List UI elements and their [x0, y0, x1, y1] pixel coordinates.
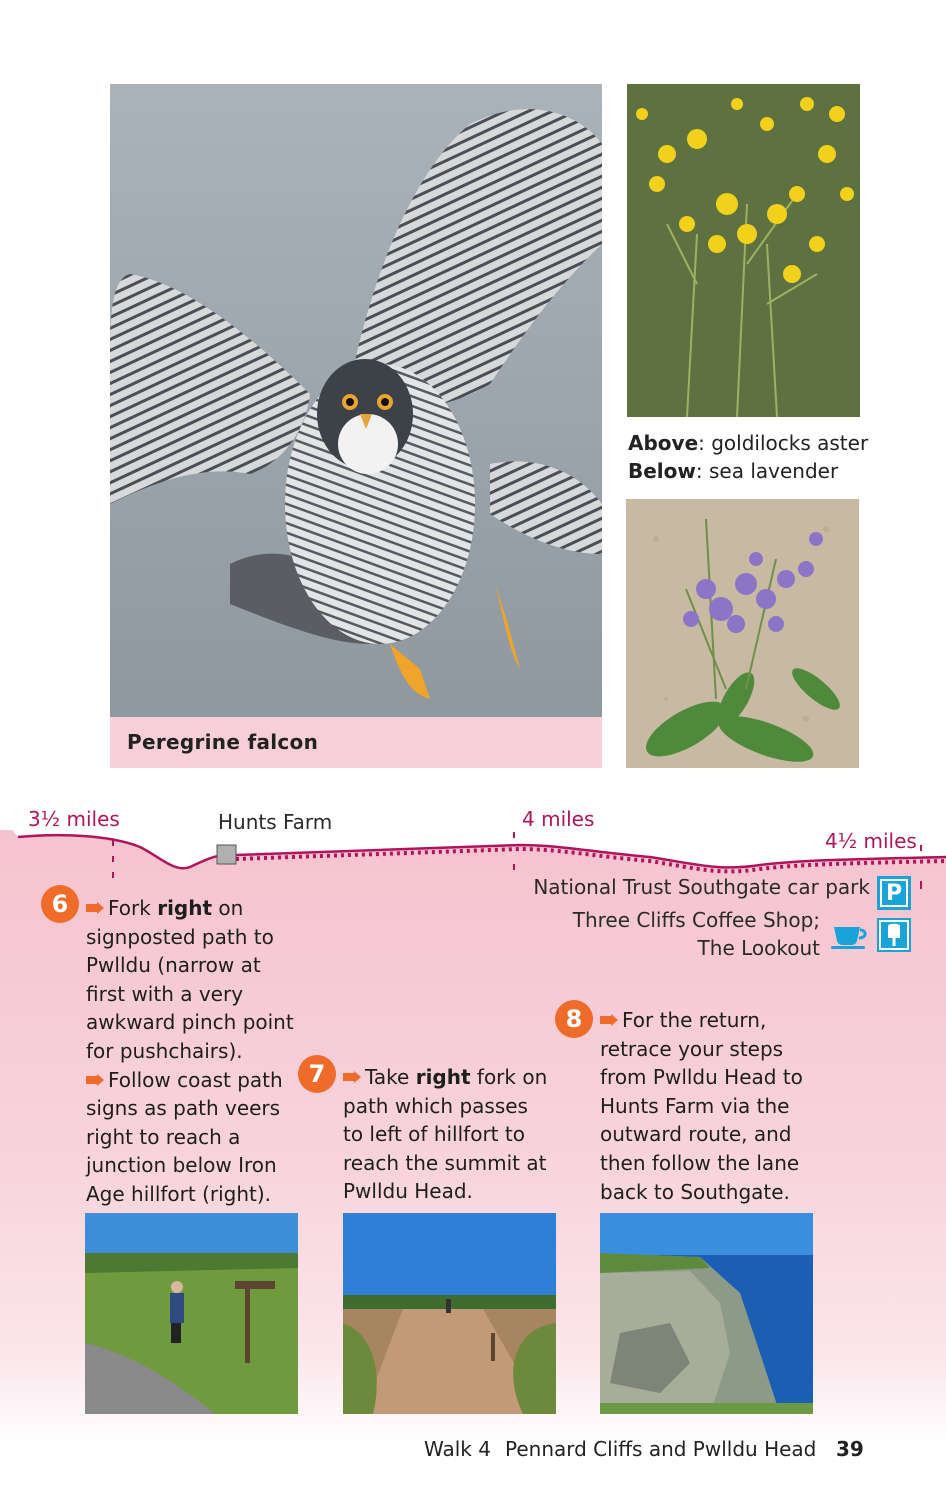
walker-signpost-photo-icon [85, 1213, 298, 1414]
step-7-text [343, 1063, 547, 1206]
step-6-line-11: Age hillfort (right). [86, 1181, 272, 1206]
step-6-line-4: first with a very [86, 981, 244, 1006]
step-6-line-7: Follow coast path [86, 1066, 294, 1095]
step-8-text [600, 1006, 803, 1206]
step-6-line-9: right to reach a [86, 1124, 241, 1149]
parking-icon [877, 876, 911, 910]
page-number: 39 [836, 1437, 864, 1461]
step-7-line-4: reach the summit at [343, 1150, 547, 1175]
flower-photo-icon [626, 499, 859, 768]
step-7-line-2: path which passes [343, 1093, 528, 1118]
step-6-line-3: Pwlldu (narrow at [86, 953, 261, 978]
step-6-line-2: signposted path to [86, 924, 274, 949]
step-6-line-1: Fork right on [86, 894, 294, 923]
falcon-caption: Peregrine falcon [127, 730, 319, 754]
flower-photo-icon [627, 84, 860, 417]
sea-cliffs-photo-icon [600, 1213, 813, 1414]
hunts-farm-label: Hunts Farm [218, 810, 333, 834]
mile-marker-4: 4 miles [522, 807, 595, 831]
ice-cream-icon [877, 918, 911, 952]
hillfort-path-photo-icon [343, 1213, 556, 1414]
step-7-photo [343, 1213, 556, 1414]
step-6-line-6: for pushchairs). [86, 1038, 243, 1063]
goldilocks-aster-photo [627, 84, 860, 417]
mile-marker-3-5: 3½ miles [28, 807, 120, 831]
step-6-line-10: junction below Iron [86, 1153, 277, 1178]
lookout-label: The Lookout [697, 936, 820, 960]
step-8-line-1: For the return, [600, 1006, 803, 1035]
direction-arrow-icon [86, 902, 104, 914]
above-caption-label: Above [628, 431, 699, 455]
sea-lavender-photo [626, 499, 859, 768]
falcon-photo-icon [110, 84, 602, 717]
step-6-text [86, 894, 294, 1209]
below-caption-text: : sea lavender [695, 459, 839, 483]
coffee-cup-icon [830, 921, 870, 949]
below-caption-label: Below [628, 459, 696, 483]
step-8-line-5: outward route, and [600, 1122, 792, 1147]
step-8-line-7: back to Southgate. [600, 1179, 790, 1204]
step-8-line-6: then follow the lane [600, 1150, 800, 1175]
step-6-line-8: signs as path veers [86, 1096, 281, 1121]
car-park-label: National Trust Southgate car park [533, 875, 870, 899]
direction-arrow-icon [86, 1074, 104, 1086]
step-7-line-1: Take right fork on [343, 1063, 547, 1092]
below-caption [628, 459, 838, 483]
ice-lolly-icon [877, 918, 911, 952]
direction-arrow-icon [343, 1071, 361, 1083]
step-6-badge: 6 [41, 885, 79, 923]
above-caption-text: : goldilocks aster [698, 431, 869, 455]
falcon-caption-band [110, 717, 602, 768]
step-8-photo [600, 1213, 813, 1414]
step-7-line-3: to left of hillfort to [343, 1122, 525, 1147]
footer-walk: Walk 4 [424, 1437, 491, 1461]
mile-marker-4-5: 4½ miles [825, 829, 917, 853]
parking-icon-letter: P [880, 879, 908, 907]
step-8-badge: 8 [555, 1000, 593, 1038]
step-7-line-5: Pwlldu Head. [343, 1179, 473, 1204]
falcon-photo [110, 84, 602, 717]
direction-arrow-icon [600, 1014, 618, 1026]
coffee-shop-label: Three Cliffs Coffee Shop; [572, 908, 820, 932]
step-8-line-2: retrace your steps [600, 1036, 784, 1061]
step-8-line-4: Hunts Farm via the [600, 1093, 790, 1118]
above-caption [628, 431, 868, 455]
step-6-line-5: awkward pinch point [86, 1010, 294, 1035]
step-7-badge: 7 [298, 1055, 336, 1093]
step-8-line-3: from Pwlldu Head to [600, 1065, 803, 1090]
footer-title: Pennard Cliffs and Pwlldu Head [505, 1437, 817, 1461]
step-6-photo [85, 1213, 298, 1414]
